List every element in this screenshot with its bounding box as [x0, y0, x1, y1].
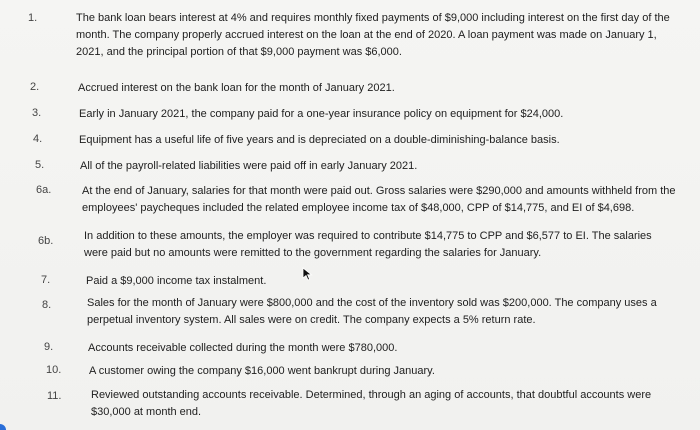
item-text: Equipment has a useful life of five years and is depreciated on a double-diminishing-balance basis.: [79, 134, 560, 146]
item-number: 8.: [42, 299, 52, 311]
item-text: At the end of January, salaries for that month were paid out. Gross salaries were $290,000 and amounts withheld from the employees' paycheques included the related employee income tax of $48,000, CPP of $14,775, and EI of $4,698.: [82, 185, 676, 214]
item-number: 4.: [33, 133, 43, 145]
item-text: Paid a $9,000 income tax instalment.: [86, 275, 267, 287]
item-number: 6a.: [36, 184, 52, 196]
item-number: 1.: [28, 12, 38, 24]
item-text: A customer owing the company $16,000 went bankrupt during January.: [89, 365, 435, 377]
item-number: 3.: [32, 107, 42, 119]
item-number: 7.: [41, 274, 51, 286]
item-number: 6b.: [38, 235, 54, 247]
item-text: Sales for the month of January were $800,000 and the cost of the inventory sold was $200,000. The company uses a perpetual inventory system. All sales were on credit. The company expects a 5% return rate.: [87, 297, 657, 326]
item-number: 2.: [30, 81, 40, 93]
item-text: Accounts receivable collected during the month were $780,000.: [88, 342, 398, 354]
item-text: In addition to these amounts, the employer was required to contribute $14,775 to CPP and $6,577 to EI. The salaries were paid but no amounts were remitted to the government regarding the salaries for January.: [84, 230, 652, 259]
item-number: 11.: [47, 390, 62, 402]
mouse-cursor-icon: [302, 267, 314, 281]
item-number: 10.: [46, 364, 62, 376]
corner-marker: [0, 424, 6, 430]
item-text: Accrued interest on the bank loan for the month of January 2021.: [78, 82, 395, 94]
item-text: Early in January 2021, the company paid for a one-year insurance policy on equipment for $24,000.: [79, 108, 564, 120]
item-number: 5.: [35, 159, 45, 171]
item-text: All of the payroll-related liabilities were paid off in early January 2021.: [80, 160, 418, 172]
item-text: Reviewed outstanding accounts receivable. Determined, through an aging of accounts, that doubtful accounts were $30,000 at month end.: [91, 389, 652, 418]
item-number: 9.: [44, 341, 54, 353]
item-text: The bank loan bears interest at 4% and requires monthly fixed payments of $9,000 including interest on the first day of the month. The company properly accrued interest on the loan at the end of 2020. A loan payment was made on January 1, 2021, and the principal portion of that $9,000 payment was $6,000.: [76, 12, 670, 58]
